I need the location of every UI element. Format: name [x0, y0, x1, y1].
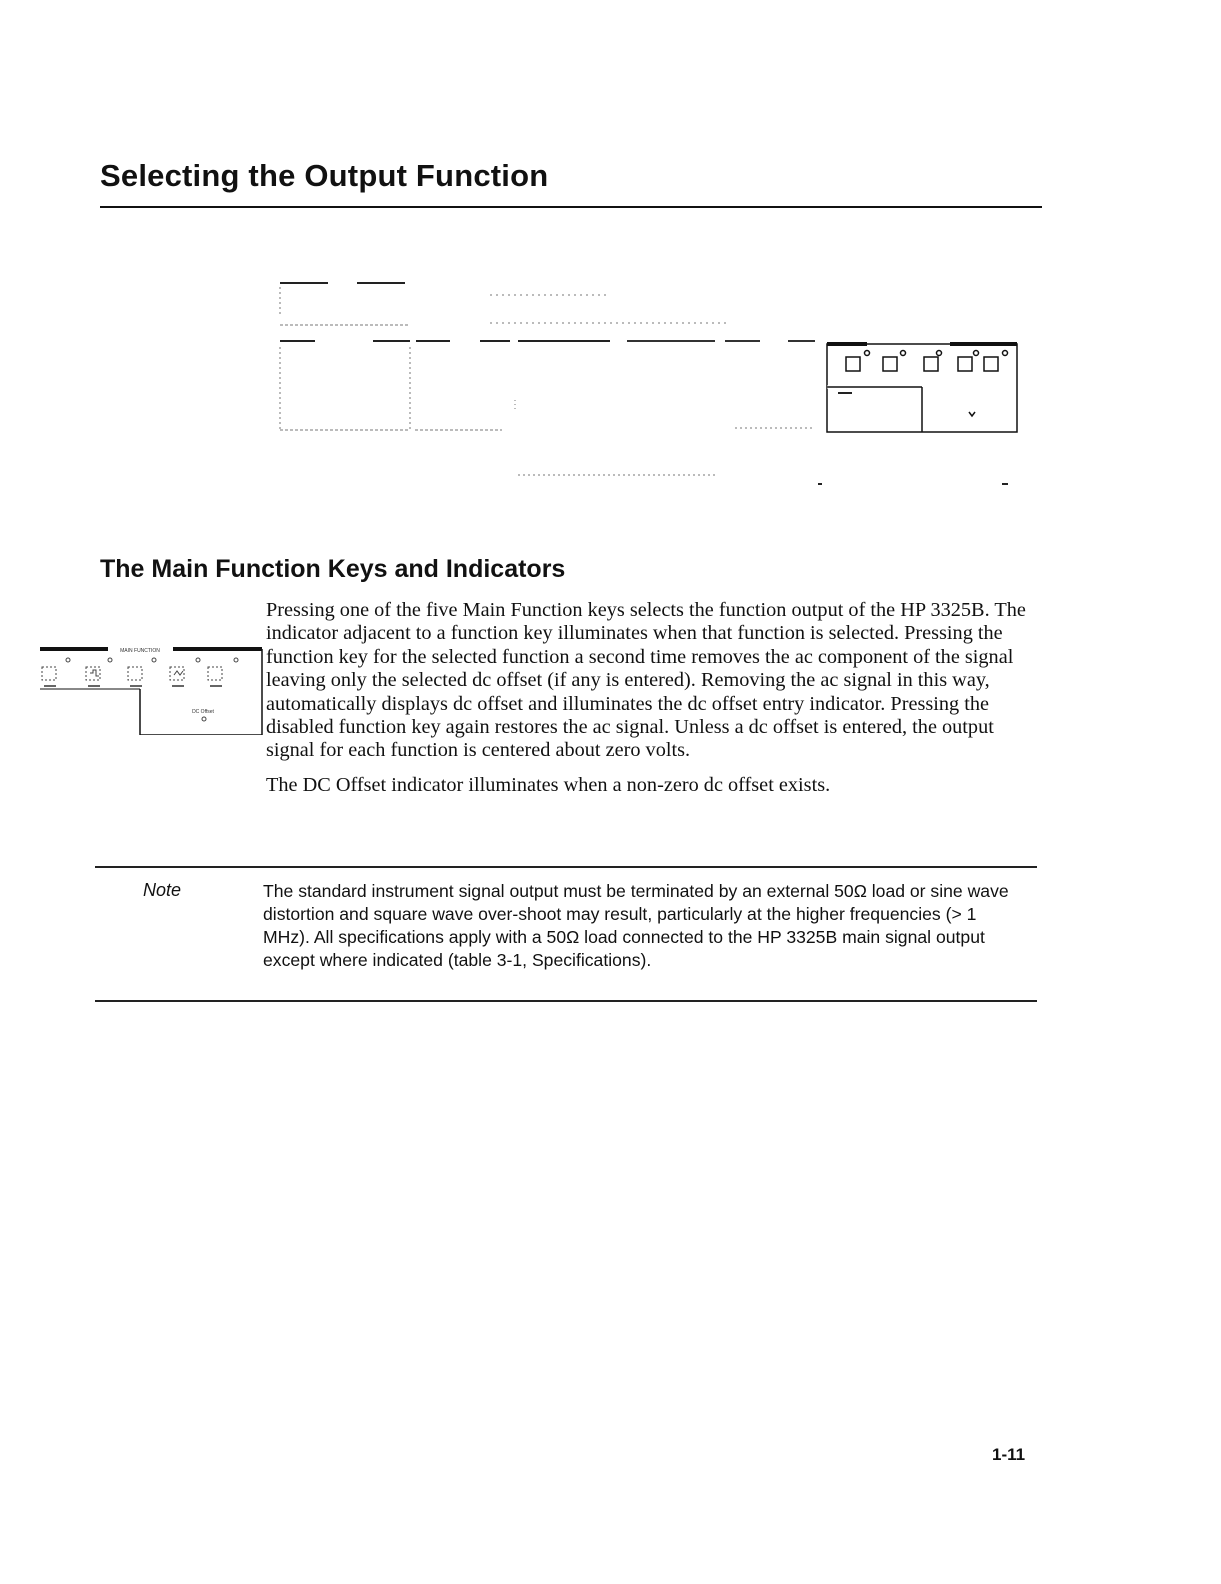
note-label: Note	[143, 880, 182, 900]
paragraph: Pressing one of the five Main Function keys selects the function output of the HP 3325B. The indicator adjacent to a function key illuminates when that function is selected. Pressing the function key for the selected function a second time removes the ac component of the signal leaving only the selected dc offset (if any is entered). Removing the ac signal in this way, automatically displays dc offset and illuminates the dc offset entry indicator. Pressing the disabled function key again restores the ac signal. Unless a dc offset is entered, the output signal for each function is centered about zero volts.	[266, 599, 1026, 762]
note-top-rule	[95, 866, 1037, 868]
page-number: 1-11	[992, 1445, 1026, 1464]
title-rule	[100, 206, 1042, 208]
paragraph: The DC Offset indicator illuminates when a non-zero dc offset exists.	[266, 773, 831, 796]
main-function-label: MAIN FUNCTION	[120, 648, 160, 654]
note-bottom-rule	[95, 1000, 1037, 1002]
dc-offset-label: DC Offset	[192, 709, 214, 715]
section-title: The Main Function Keys and Indicators	[100, 555, 566, 583]
note-text: The standard instrument signal output must be terminated by an external 50Ω load or sine wave distortion and square wave over-shoot may result, particularly at the higher frequencies (> 1 MHz). All specifications apply with a 50Ω load connected to the HP 3325B main signal output except where indicated (table 3-1, Specifications).	[263, 881, 1009, 970]
front-panel-diagram	[270, 255, 1030, 495]
page-title: Selecting the Output Function	[100, 158, 549, 193]
section-body	[266, 599, 1046, 797]
main-function-panel-figure	[40, 643, 264, 735]
